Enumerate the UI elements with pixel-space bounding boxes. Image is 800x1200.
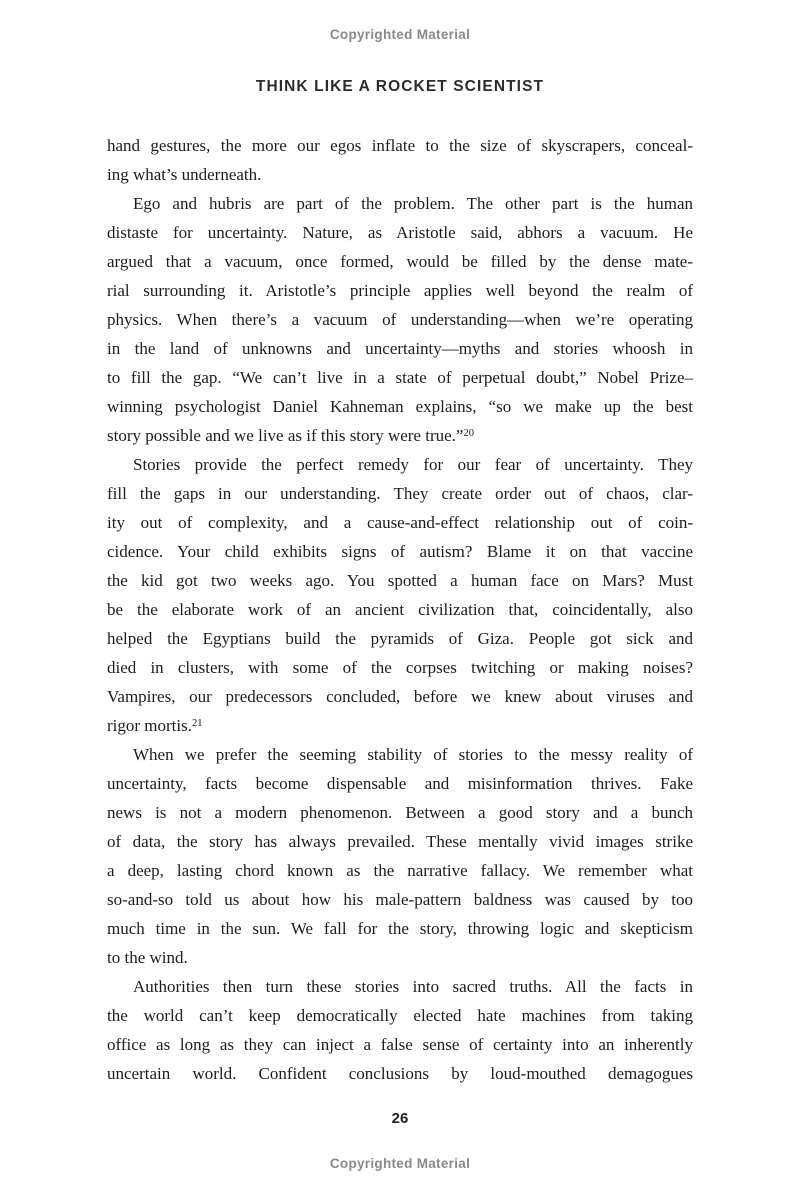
text-line: rigor mortis.$^{21}$ [107, 716, 203, 735]
text-line: office as long as they can inject a false sense of certainty into an inherently [107, 1035, 693, 1054]
text-line: distaste for uncertainty. Nature, as Aristotle said, abhors a vacuum. He [107, 223, 693, 242]
text-line: ity out of complexity, and a cause-and-effect relationship out of coin- [107, 513, 693, 532]
text-line: physics. When there’s a vacuum of understanding—when we’re operating [107, 310, 693, 329]
text-line: hand gestures, the more our egos inflate to the size of skyscrapers, conceal- [107, 136, 693, 155]
text-line: so-and-so told us about how his male-pattern baldness was caused by too [107, 890, 693, 909]
text-line: rial surrounding it. Aristotle’s principle applies well beyond the realm of [107, 281, 693, 300]
paragraph [107, 450, 693, 740]
text-line: fill the gaps in our understanding. They create order out of chaos, clar- [107, 484, 693, 503]
paragraph [107, 189, 693, 450]
text-line: to fill the gap. “We can’t live in a state of perpetual doubt,” Nobel Prize– [107, 368, 693, 387]
text-line: be the elaborate work of an ancient civilization that, coincidentally, also [107, 600, 693, 619]
text-line: died in clusters, with some of the corpses twitching or making noises? [107, 658, 693, 677]
footnote-reference: 21 [192, 718, 203, 730]
text-line: argued that a vacuum, once formed, would be filled by the dense mate- [107, 252, 693, 271]
text-line: ing what’s underneath. [107, 165, 262, 184]
text-line: in the land of unknowns and uncertainty—myths and stories whoosh in [107, 339, 693, 358]
copyright-notice-top: Copyrighted Material [329, 27, 471, 42]
text-line: much time in the sun. We fall for the story, throwing logic and skepticism [107, 919, 693, 938]
paragraph [107, 972, 693, 1088]
text-line: story possible and we live as if this story were true.”$^{20}$ [107, 426, 474, 445]
text-line: helped the Egyptians build the pyramids of Giza. People got sick and [107, 629, 693, 648]
text-line: cidence. Your child exhibits signs of autism? Blame it on that vaccine [107, 542, 693, 561]
copyright-notice-bottom: Copyrighted Material [329, 1156, 471, 1171]
text-line: to the wind. [107, 948, 188, 967]
text-line: the world can’t keep democratically elected hate machines from taking [107, 1006, 693, 1025]
text-line: Stories provide the perfect remedy for our fear of uncertainty. They [133, 455, 693, 474]
text-line: uncertainty, facts become dispensable and misinformation thrives. Fake [107, 774, 693, 793]
text-line: Authorities then turn these stories into sacred truths. All the facts in [133, 977, 693, 996]
text-line: of data, the story has always prevailed. These mentally vivid images strike [107, 832, 693, 851]
text-line: the kid got two weeks ago. You spotted a human face on Mars? Must [107, 571, 693, 590]
text-line: Vampires, our predecessors concluded, before we knew about viruses and [107, 687, 693, 706]
text-line: uncertain world. Confident conclusions by loud-mouthed demagogues [107, 1064, 693, 1083]
body-text [107, 131, 693, 1088]
text-line: When we prefer the seeming stability of stories to the messy reality of [133, 745, 693, 764]
text-line: winning psychologist Daniel Kahneman explains, “so we make up the best [107, 397, 693, 416]
paragraph [107, 131, 693, 189]
paragraph [107, 740, 693, 972]
text-line: a deep, lasting chord known as the narrative fallacy. We remember what [107, 861, 693, 880]
footnote-reference: 20 [463, 428, 474, 440]
text-line: news is not a modern phenomenon. Between a good story and a bunch [107, 803, 693, 822]
text-line: Ego and hubris are part of the problem. The other part is the human [133, 194, 693, 213]
page-number: 26 [391, 1110, 409, 1127]
running-head: THINK LIKE A ROCKET SCIENTIST [255, 78, 545, 95]
